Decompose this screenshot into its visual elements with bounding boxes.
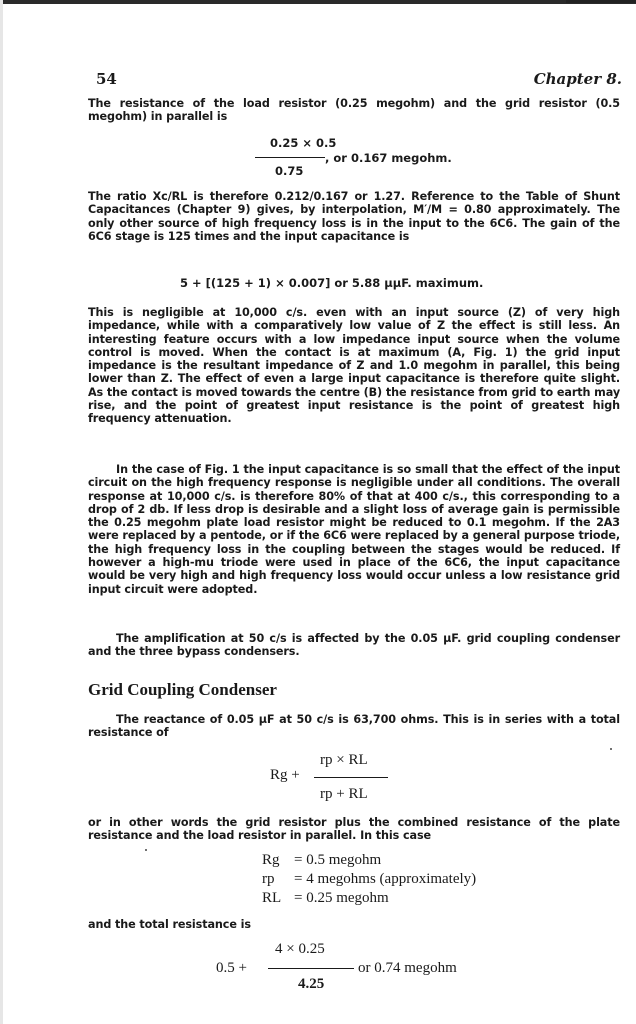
equation-input-capacitance: 5 + [(125 + 1) × 0.007] or 5.88 μμF. maximum. (180, 276, 484, 290)
eq4-left: 0.5 + (216, 960, 247, 976)
definition-symbol: rp (262, 871, 275, 887)
print-speck (610, 748, 612, 750)
eq3-numerator: rp × RL (320, 752, 368, 768)
eq3-fraction-bar (314, 777, 388, 778)
section-heading: Grid Coupling Condenser (88, 680, 277, 699)
paragraph-amplification: The amplification at 50 c/s is affected by the 0.05 μF. grid coupling condenser and the three bypass condensers. (88, 632, 620, 659)
eq1-denominator: 0.75 (275, 164, 304, 178)
definition-value: = 0.25 megohm (294, 890, 389, 906)
eq4-fraction-bar (268, 968, 354, 969)
eq4-result: or 0.74 megohm (358, 960, 457, 976)
eq3-denominator: rp + RL (320, 786, 368, 802)
definition-symbol: RL (262, 890, 282, 906)
eq4-denominator: 4.25 (298, 976, 325, 992)
paragraph-ratio: The ratio Xc/RL is therefore 0.212/0.167 or 1.27. Reference to the Table of Shunt Capacitances (Chapter 9) gives, by interpolation, M′/M = 0.80 approximately. The only other source of high frequency loss is in the input to the 6C6. The gain of the 6C6 stage is 125 times and the input capacitance is (88, 190, 620, 243)
paragraph-in-other-words: or in other words the grid resistor plus the combined resistance of the plate resistance and the load resistor in parallel. In this case (88, 816, 620, 843)
eq4-numerator: 4 × 0.25 (275, 941, 325, 957)
eq1-numerator: 0.25 × 0.5 (270, 136, 337, 150)
definition-row (262, 890, 389, 907)
paragraph-negligible: This is negligible at 10,000 c/s. even with an input source (Z) of very high impedance, while with a comparatively low value of Z the effect is still less. An interesting feature occurs with a low impedance input source when the volume control is moved. When the contact is at maximum (A, Fig. 1) the grid input impedance is the resultant impedance of Z and 1.0 megohm in parallel, this being lower than Z. The effect of even a large input capacitance is therefore quite slight. As the contact is moved towards the centre (B) the resistance from grid to earth may rise, and the point of greatest input resistance is the point of greatest high frequency attenuation. (88, 306, 621, 426)
paragraph-load-resistor: The resistance of the load resistor (0.25 megohm) and the grid resistor (0.5 megohm) in parallel is (88, 97, 620, 124)
definition-symbol: Rg (262, 852, 280, 868)
page-corner-shadow (566, 0, 636, 10)
page-edge-left (0, 0, 3, 1024)
definition-value: = 4 megohms (approximately) (294, 871, 477, 887)
eq1-fraction-bar (255, 157, 325, 158)
definition-row (262, 852, 381, 869)
chapter-label: Chapter 8. (533, 70, 622, 88)
definition-value: = 0.5 megohm (294, 852, 382, 868)
paragraph-reactance: The reactance of 0.05 μF at 50 c/s is 63,700 ohms. This is in series with a total resistance of (88, 713, 620, 740)
print-speck (145, 849, 147, 851)
eq3-left: Rg + (270, 767, 300, 783)
page-header (96, 70, 626, 92)
paragraph-fig1: In the case of Fig. 1 the input capacitance is so small that the effect of the input circuit on the high frequency response is negligible under all conditions. The overall response at 10,000 c/s. is therefore 80% of that at 400 c/s., this corresponding to a drop of 2 db. If less drop is desirable and a slight loss of average gain is permissible the 0.25 megohm plate load resistor might be reduced to 0.1 megohm. If the 2A3 were replaced by a pentode, or if the 6C6 were replaced by a general purpose triode, the high frequency loss in the coupling between the stages would be reduced. If however a high-mu triode were used in place of the 6C6, the input capacitance would be very high and high frequency loss would occur unless a low resistance grid input circuit were adopted. (88, 463, 620, 596)
eq1-result: , or 0.167 megohm. (325, 151, 452, 165)
page-edge-shadow (0, 0, 636, 4)
page-number: 54 (96, 70, 117, 88)
paragraph-and-total: and the total resistance is (88, 918, 251, 931)
definition-row (262, 871, 476, 888)
